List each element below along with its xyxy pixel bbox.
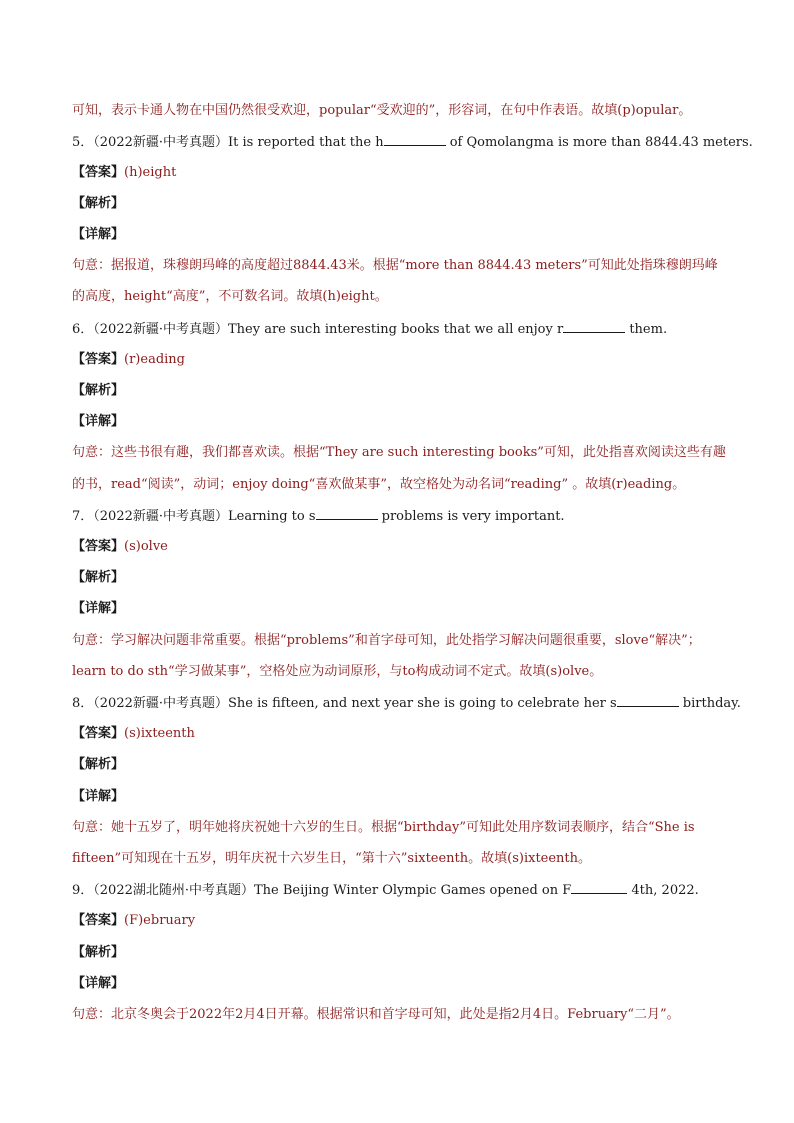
question-5 [72, 133, 753, 152]
answer-line-7 [72, 538, 732, 556]
question-source: （2022湖北随州·中考真题） [93, 883, 254, 898]
analysis-label: 【解析】 [72, 757, 125, 772]
question-stem-before: Learning to s [228, 509, 316, 524]
question-9 [72, 881, 732, 900]
explanation-line: 的书，read“阅读”，动词；enjoy doing“喜欢做某事”，故空格处为动名词“reading” 。故填(r)eading。 [72, 477, 686, 492]
answer-text: (r)eading [124, 352, 185, 367]
answer-label: 【答案】 [72, 352, 125, 367]
detail-line-9 [72, 975, 732, 993]
explanation-line: 句意：据报道，珠穆朗玛峰的高度超过8844.43米。根据“more than 8844.43 meters”可知此处指珠穆朗玛峰 [72, 258, 718, 273]
answer-blank [563, 320, 625, 333]
answer-label: 【答案】 [72, 539, 125, 554]
question-8 [72, 694, 741, 713]
intro-explanation-line: 可知，表示卡通人物在中国仍然很受欢迎，popular“受欢迎的”，形容词，在句中作表语。故填(p)opular。 [72, 103, 692, 118]
question-stem-after: them. [625, 322, 668, 337]
detail-line-6 [72, 413, 732, 431]
question-number: 7． [72, 509, 94, 524]
answer-text: (F)ebruary [124, 913, 196, 928]
answer-blank [571, 881, 627, 894]
question-stem-before: The Beijing Winter Olympic Games opened on F [254, 883, 572, 898]
analysis-line-7 [72, 569, 732, 587]
answer-blank [384, 133, 446, 146]
question-source: （2022新疆·中考真题） [93, 696, 228, 711]
answer-label: 【答案】 [72, 726, 125, 741]
question-source: （2022新疆·中考真题） [93, 135, 228, 150]
question-6 [72, 320, 732, 339]
explanation-line: 句意：学习解决问题非常重要。根据“problems”和首字母可知，此处指学习解决问题很重要，slove“解决”； [72, 633, 701, 648]
question-stem-before: She is fifteen, and next year she is going to celebrate her s [228, 696, 617, 711]
answer-text: (h)eight [124, 165, 177, 180]
question-stem-before: They are such interesting books that we all enjoy r [228, 322, 564, 337]
detail-line-7 [72, 600, 732, 618]
explanation-line: 的高度，height“高度”，不可数名词。故填(h)eight。 [72, 289, 388, 304]
question-stem-after: 4th, 2022. [627, 883, 699, 898]
question-stem-after: of Qomolangma is more than 8844.43 meters. [445, 135, 753, 150]
answer-label: 【答案】 [72, 165, 125, 180]
answer-line-5 [72, 164, 732, 182]
detail-label: 【详解】 [72, 789, 125, 804]
explanation-line: 句意：北京冬奥会于2022年2月4日开幕。根据常识和首字母可知，此处是指2月4日。February“二月”。 [72, 1007, 680, 1022]
question-7 [72, 507, 732, 526]
detail-label: 【详解】 [72, 414, 125, 429]
analysis-line-9 [72, 944, 732, 962]
explanation-line: 句意：她十五岁了，明年她将庆祝她十六岁的生日。根据“birthday”可知此处用序数词表顺序，结合“She is [72, 820, 695, 835]
question-stem-before: It is reported that the h [228, 135, 384, 150]
explanation-line: learn to do sth“学习做某事”，空格处应为动词原形，与to构成动词不定式。故填(s)olve。 [72, 664, 603, 679]
question-source: （2022新疆·中考真题） [93, 509, 228, 524]
question-source: （2022新疆·中考真题） [93, 322, 228, 337]
answer-line-8 [72, 725, 732, 743]
answer-blank [316, 507, 378, 520]
answer-blank [617, 694, 679, 707]
explanation-line: 句意：这些书很有趣，我们都喜欢读。根据“They are such interesting books”可知，此处指喜欢阅读这些有趣 [72, 445, 726, 460]
analysis-label: 【解析】 [72, 570, 125, 585]
detail-line-5 [72, 226, 732, 244]
answer-line-9 [72, 912, 732, 930]
answer-line-6 [72, 351, 732, 369]
analysis-line-6 [72, 382, 732, 400]
answer-label: 【答案】 [72, 913, 125, 928]
answer-text: (s)ixteenth [124, 726, 195, 741]
analysis-label: 【解析】 [72, 945, 125, 960]
answer-text: (s)olve [124, 539, 168, 554]
question-stem-after: problems is very important. [377, 509, 565, 524]
detail-label: 【详解】 [72, 976, 125, 991]
analysis-label: 【解析】 [72, 383, 125, 398]
detail-label: 【详解】 [72, 601, 125, 616]
explanation-line: fifteen”可知现在十五岁，明年庆祝十六岁生日，“第十六”sixteenth。故填(s)ixteenth。 [72, 851, 592, 866]
analysis-line-8 [72, 756, 732, 774]
analysis-line-5 [72, 195, 732, 213]
question-number: 5． [72, 135, 94, 150]
question-stem-after: birthday. [678, 696, 741, 711]
analysis-label: 【解析】 [72, 196, 125, 211]
question-number: 6． [72, 322, 94, 337]
detail-line-8 [72, 788, 732, 806]
detail-label: 【详解】 [72, 227, 125, 242]
question-number: 8． [72, 696, 94, 711]
question-number: 9． [72, 883, 94, 898]
